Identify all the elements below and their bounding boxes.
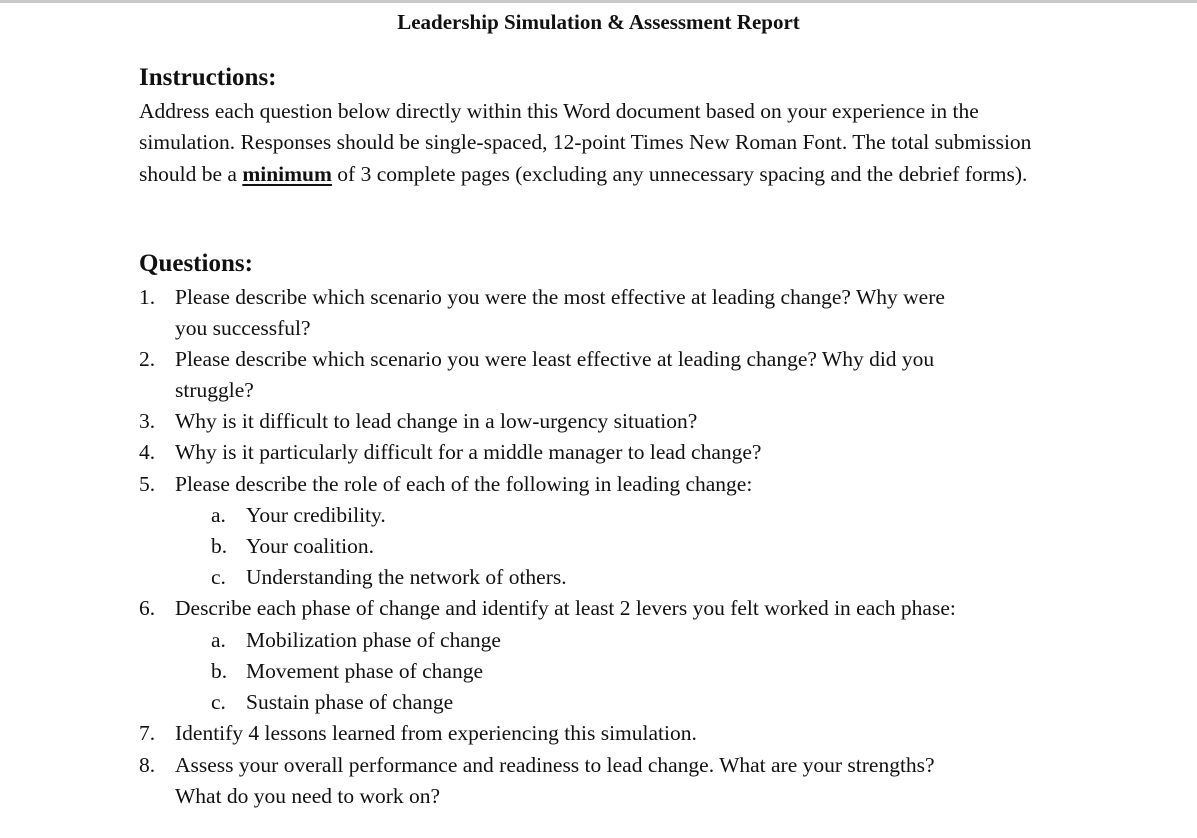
question-6c-letter: c. bbox=[211, 690, 226, 714]
question-8-text: Assess your overall performance and readiness to lead change. What are your strengths? bbox=[175, 753, 935, 777]
question-6b-text: Movement phase of change bbox=[246, 659, 484, 683]
question-6b-letter: b. bbox=[211, 659, 228, 683]
question-2-text: Please describe which scenario you were least effective at leading change? Why did you bbox=[175, 347, 935, 371]
question-1-number: 1. bbox=[139, 285, 156, 309]
question-5-number: 5. bbox=[139, 472, 156, 496]
question-6-text: Describe each phase of change and identify at least 2 levers you felt worked in each phase: bbox=[175, 596, 956, 620]
question-5a-letter: a. bbox=[211, 503, 226, 527]
question-5b-text: Your coalition. bbox=[246, 534, 375, 558]
minimum-emphasis: minimum bbox=[242, 161, 332, 186]
instructions-heading: Instructions: bbox=[139, 64, 277, 91]
question-6c-text: Sustain phase of change bbox=[246, 690, 454, 714]
question-1-text: Please describe which scenario you were the most effective at leading change? Why were bbox=[175, 285, 945, 309]
question-6a-letter: a. bbox=[211, 628, 226, 652]
instructions-text-start: Address each question below directly within this Word document based on your experience in the simulation. Responses should be single-spaced, 12-point Times New Roman Font. The total submission should be a bbox=[139, 99, 1032, 186]
question-2-text-continued: struggle? bbox=[175, 378, 254, 402]
question-8-text-continued: What do you need to work on? bbox=[175, 784, 441, 808]
question-5c-letter: c. bbox=[211, 565, 226, 589]
questions-heading: Questions: bbox=[139, 250, 253, 277]
question-4-number: 4. bbox=[139, 440, 156, 464]
question-4-text: Why is it particularly difficult for a middle manager to lead change? bbox=[175, 440, 762, 464]
question-6a-text: Mobilization phase of change bbox=[246, 628, 501, 652]
document-title: Leadership Simulation & Assessment Report bbox=[397, 10, 800, 34]
question-5a-text: Your credibility. bbox=[246, 503, 386, 527]
question-6-number: 6. bbox=[139, 596, 156, 620]
question-5-text: Please describe the role of each of the following in leading change: bbox=[175, 472, 753, 496]
instructions-text-end: of 3 complete pages (excluding any unnecessary spacing and the debrief forms). bbox=[331, 161, 1028, 186]
question-1-text-continued: you successful? bbox=[175, 316, 311, 340]
question-7-number: 7. bbox=[139, 721, 156, 745]
instructions-paragraph bbox=[139, 96, 1059, 190]
question-5c-text: Understanding the network of others. bbox=[246, 565, 567, 589]
question-8-number: 8. bbox=[139, 753, 156, 777]
question-5b-letter: b. bbox=[211, 534, 228, 558]
question-3-text: Why is it difficult to lead change in a low-urgency situation? bbox=[175, 409, 698, 433]
question-7-text: Identify 4 lessons learned from experiencing this simulation. bbox=[175, 721, 697, 745]
question-3-number: 3. bbox=[139, 409, 156, 433]
question-2-number: 2. bbox=[139, 347, 156, 371]
